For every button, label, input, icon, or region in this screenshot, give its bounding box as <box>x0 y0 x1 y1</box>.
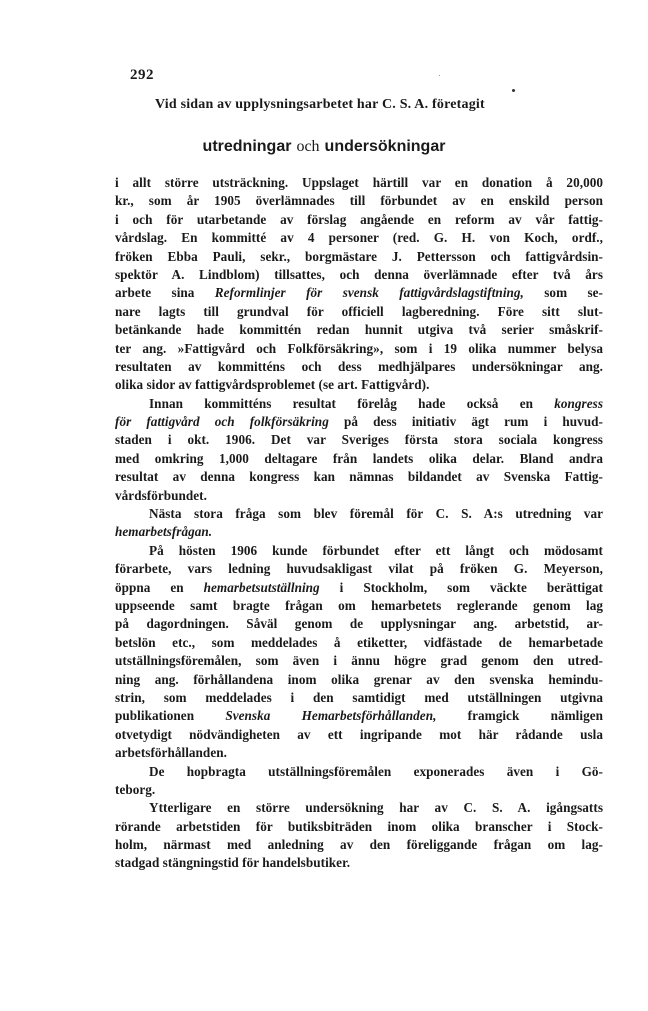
text-line: ning ang. förhållandena inom olika grenar av den svenska hemindu- <box>115 671 603 687</box>
text-line: vårdsförbundet. <box>115 487 207 503</box>
text-line: publikationen Svenska Hemarbetsförhållanden, framgick nämligen <box>115 708 603 724</box>
text-line: spektör A. Lindblom) tillsattes, och denna överlämnade efter två års <box>115 266 603 282</box>
text-line: med omkring 1,000 deltagare från landets olika delar. Bland andra <box>115 450 603 466</box>
italic-title: Reformlinjer för svensk fattigvårdslagstiftning, <box>214 285 524 301</box>
italic-title: hemarbetsfrågan. <box>115 524 213 540</box>
text-line: arbete sina Reformlinjer för svensk fattigvårdslagstiftning, som se- <box>115 285 603 301</box>
text-line: holm, närmast med anledning av den föreliggande frågan om lag- <box>115 837 603 853</box>
text-line: otvetydigt nödvändigheten av ett ingripande mot här rådande usla <box>115 726 603 742</box>
text-line: staden i okt. 1906. Det var Sveriges första stora sociala kongress <box>115 432 603 448</box>
text-line: i och för utarbetande av förslag angående en reform av vår fattig- <box>115 211 603 227</box>
text-line: på dagordningen. Såväl genom de upplysningar ang. arbetstid, ar- <box>115 616 603 632</box>
text-line: teborg. <box>115 781 156 797</box>
text-line: De hopbragta utställningsföremålen exponerades även i Gö- <box>149 763 603 779</box>
paragraph <box>115 763 603 800</box>
intro-line: Vid sidan av upplysningsarbetet har C. S. A. företagit <box>155 97 485 112</box>
body-text <box>115 174 603 873</box>
heading-conjunction: och <box>296 138 320 155</box>
section-heading <box>0 136 648 156</box>
text-line: kr., som år 1905 överlämnades till förbundet av en enskild person <box>115 193 603 209</box>
text-line: Nästa stora fråga som blev föremål för C. S. A:s utredning var <box>149 506 603 522</box>
text-line: Innan kommitténs resultat förelåg hade också en kongress <box>149 395 603 411</box>
text-line: arbetsförhållanden. <box>115 745 227 761</box>
paragraph <box>115 799 603 873</box>
print-speck <box>439 75 440 76</box>
italic-title: hemarbetsutställning <box>203 579 320 595</box>
text-line: resultaten av kommitténs och dess medhjälpares undersökningar ang. <box>115 358 603 374</box>
text-line: för fattigvård och folkförsäkring på dess initiativ ägt rum i huvud- <box>115 414 603 430</box>
text-line <box>115 523 603 541</box>
paragraph <box>115 395 603 505</box>
text-line: betänkande hade kommittén redan hunnit utgiva två serier småskrif- <box>115 322 603 338</box>
heading-word-undersokningar: undersökningar <box>324 138 446 155</box>
text-line: uppseende samt bragte frågan om hemarbetets reglerande genom lag <box>115 597 603 613</box>
paragraph <box>115 542 603 763</box>
text-line: ter ang. »Fattigvård och Folkförsäkring», som i 19 olika nummer belysa <box>115 340 603 356</box>
page-number: 292 <box>130 67 154 83</box>
text-line: betslön etc., som meddelades å etiketter, vidfästade de hemarbetade <box>115 634 603 650</box>
text-line: rörande arbetstiden för butiksbiträden inom olika branscher i Stock- <box>115 818 603 834</box>
italic-title: kongress <box>554 395 603 411</box>
text-line: fröken Ebba Pauli, sekr., borgmästare J. Pettersson och fattigvårdsin- <box>115 248 603 264</box>
paragraph <box>115 174 603 395</box>
text-line: resultat av denna kongress kan nämnas bildandet av Svenska Fattig- <box>115 469 603 485</box>
text-line: vårdslag. En kommitté av 4 personer (red. G. H. von Koch, ordf., <box>115 230 603 246</box>
italic-title: för fattigvård och folkförsäkring <box>115 414 329 430</box>
print-speck <box>512 89 515 92</box>
text-line: strin, som meddelades i den samtidigt med utställningen utgivna <box>115 689 603 705</box>
text-line: På hösten 1906 kunde förbundet efter ett långt och mödosamt <box>149 542 603 558</box>
text-line: Ytterligare en större undersökning har av C. S. A. igångsatts <box>149 800 603 816</box>
text-line: nare lagts till grundval för officiell lagberedning. Före sitt slut- <box>115 303 603 319</box>
heading-word-utredningar: utredningar <box>202 138 292 155</box>
text-line: utställningsföremålen, som även i ännu högre grad genom den utred- <box>115 653 603 669</box>
text-line: olika sidor av fattigvårdsproblemet (se art. Fattigvård). <box>115 377 430 393</box>
text-line: i allt större utsträckning. Uppslaget härtill var en donation å 20,000 <box>115 175 603 190</box>
text-line: stadgad stängningstid för handelsbutiker. <box>115 855 351 871</box>
text-line: öppna en hemarbetsutställning i Stockholm, som väckte berättigat <box>115 579 603 595</box>
paragraph <box>115 505 603 542</box>
italic-title: Svenska Hemarbetsförhållanden, <box>225 708 437 724</box>
text-line: förarbete, vars ledning huvudsakligast vilat på fröken G. Meyerson, <box>115 561 603 577</box>
